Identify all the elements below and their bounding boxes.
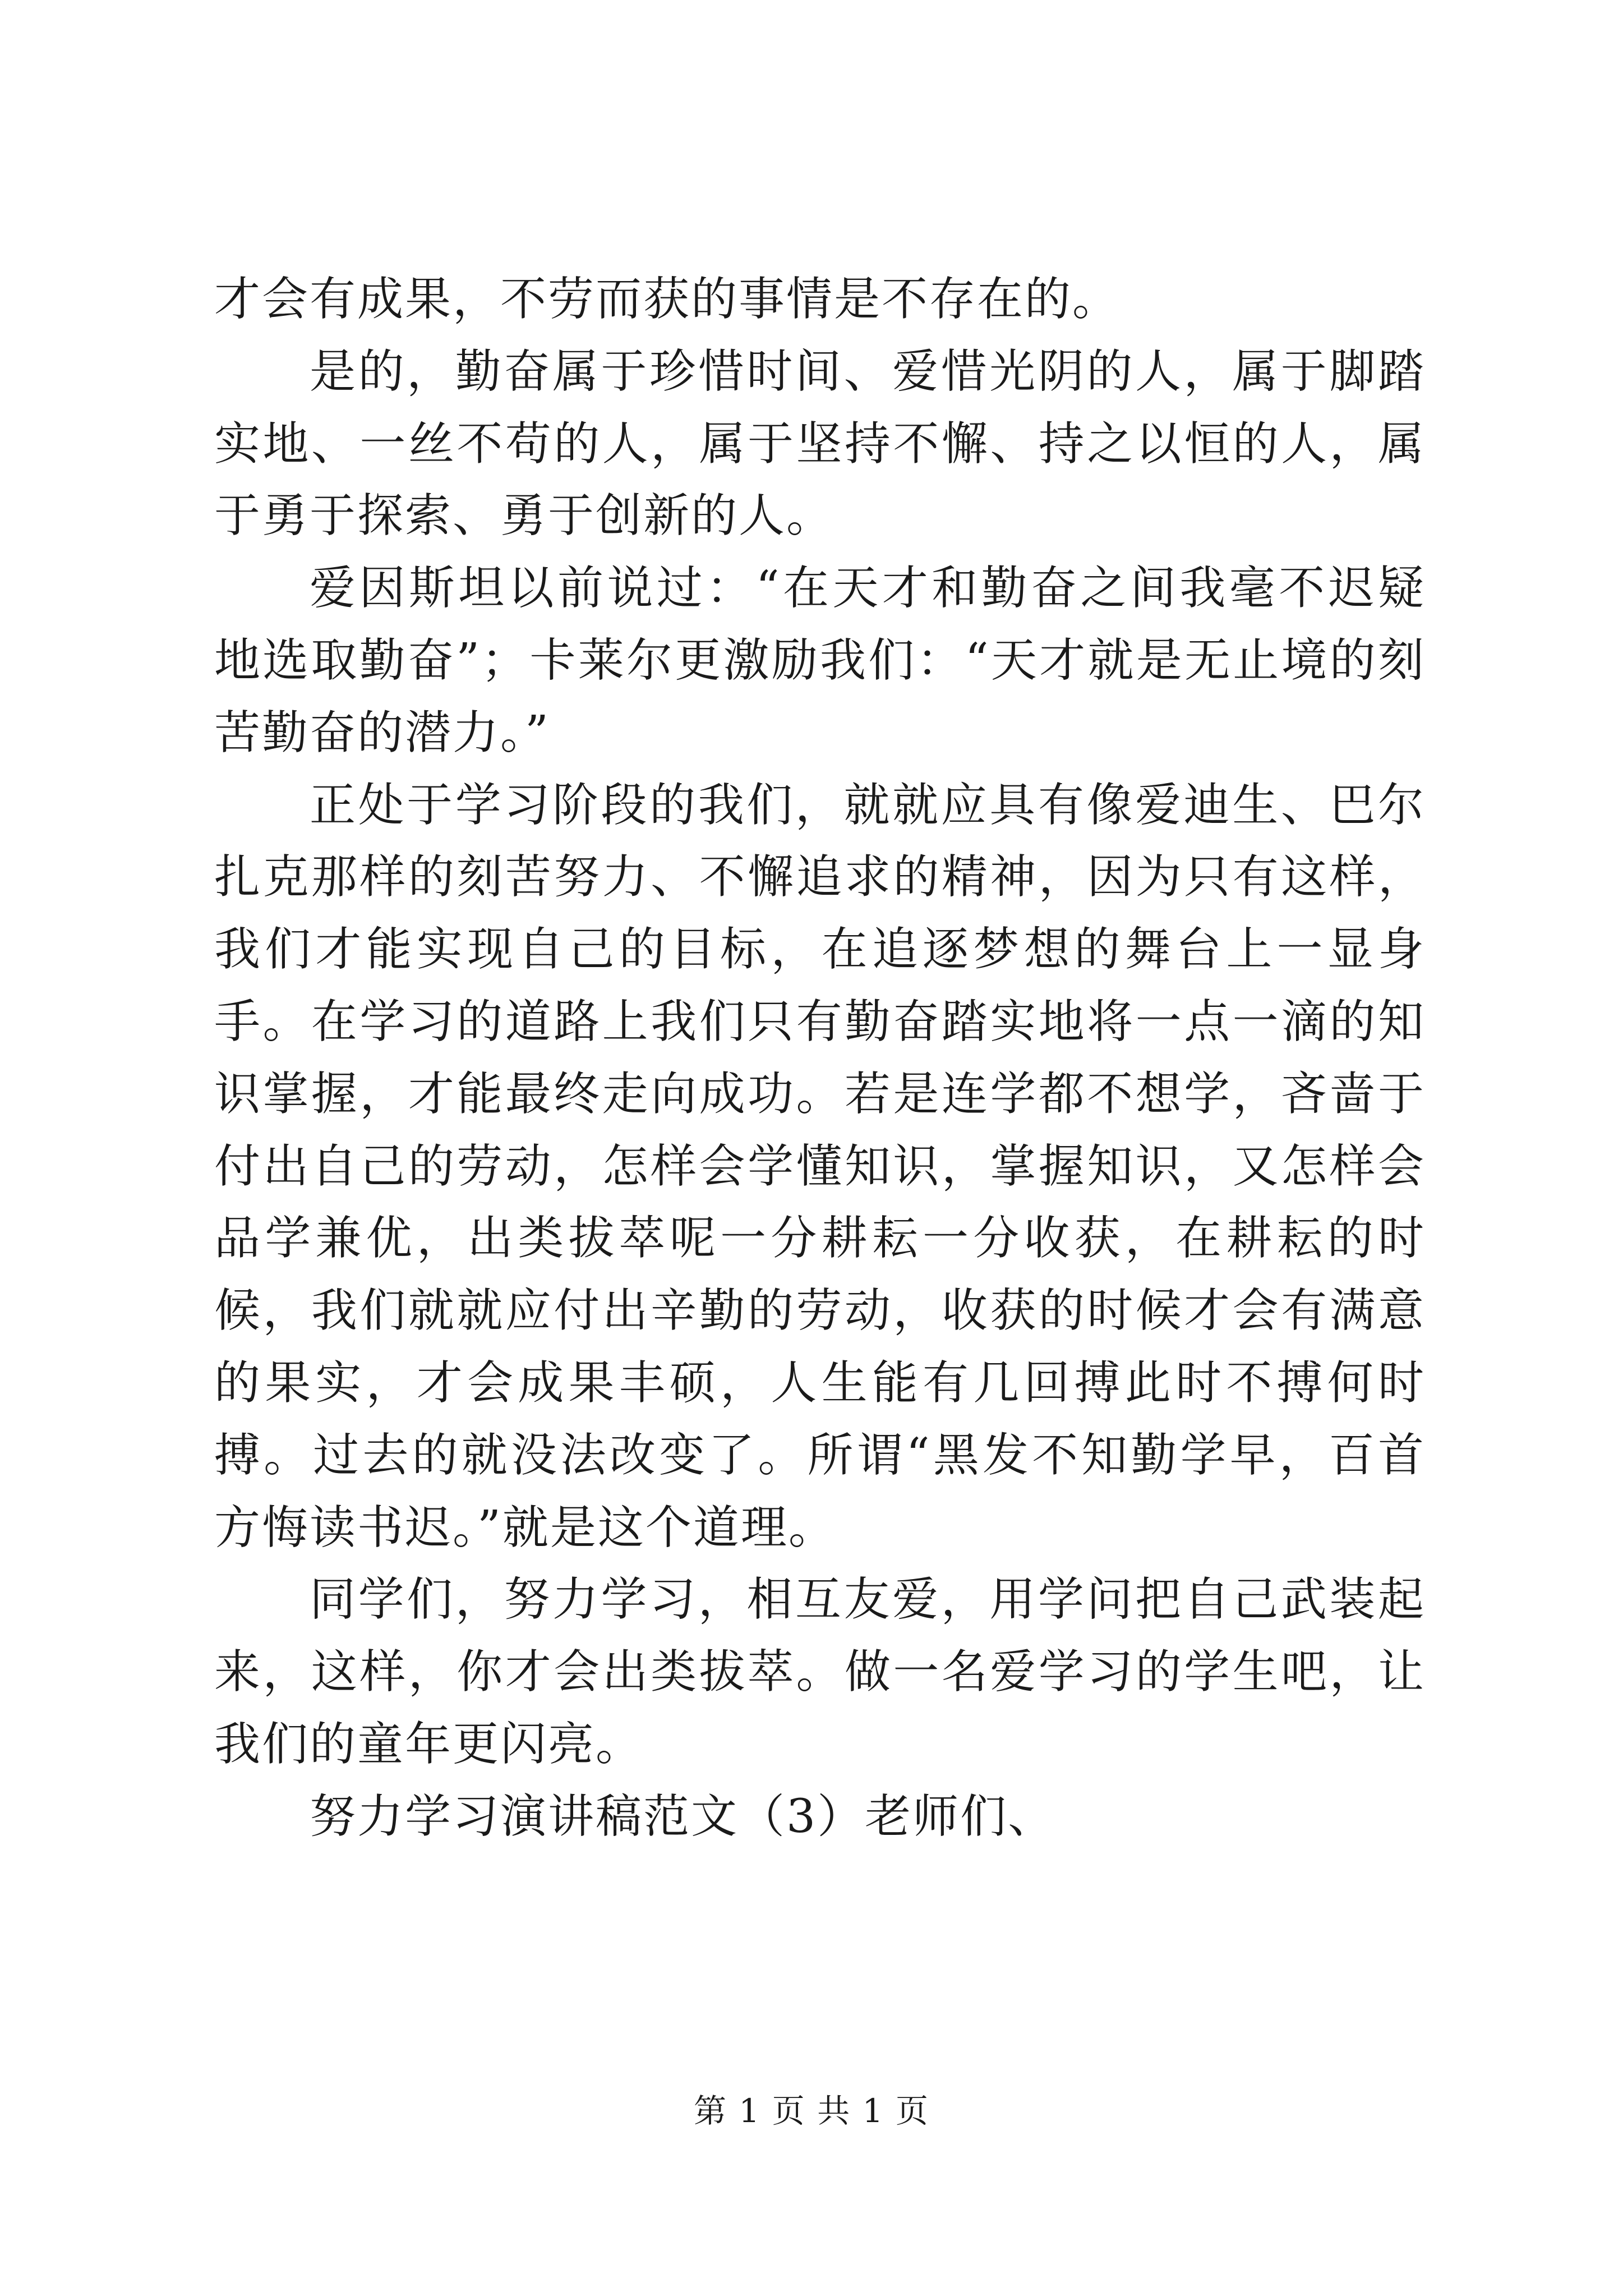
page-footer: 第 1 页 共 1 页: [694, 2092, 929, 2130]
paragraph-3: 爱因斯坦以前说过：“在天才和勤奋之间我毫不迟疑地选取勤奋”；卡莱尔更激励我们：“天才就是无止境的刻苦勤奋的潜力。”: [214, 562, 1426, 760]
paragraph-5: 同学们，努力学习，相互友爱，用学问把自己武装起来，这样，你才会出类拔萃。做一名爱学习的学生吧，让我们的童年更闪亮。: [214, 1573, 1426, 1771]
document-body: [214, 264, 1426, 1853]
paragraph-1: 才会有成果，不劳而获的事情是不存在的。: [214, 273, 1121, 326]
paragraph-6: 努力学习演讲稿范文（3）老师们、: [310, 1789, 1056, 1843]
paragraph-2: 是的，勤奋属于珍惜时间、爱惜光阴的人，属于脚踏实地、一丝不苟的人，属于坚持不懈、持之以恒的人，属于勇于探索、勇于创新的人。: [214, 344, 1426, 543]
paragraph-4: 正处于学习阶段的我们，就就应具有像爱迪生、巴尔扎克那样的刻苦努力、不懈追求的精神，因为只有这样，我们才能实现自己的目标，在追逐梦想的舞台上一显身手。在学习的道路上我们只有勤奋踏实地将一点一滴的知识掌握，才能最终走向成功。若是连学都不想学，吝啬于付出自己的劳动，怎样会学懂知识，掌握知识，又怎样会品学兼优，出类拔萃呢一分耕耘一分收获，在耕耘的时候，我们就就应付出辛勤的劳动，收获的时候才会有满意的果实，才会成果丰硕，人生能有几回搏此时不搏何时搏。过去的就没法改变了。所谓“黑发不知勤学早，百首方悔读书迟。”就是这个道理。: [214, 778, 1426, 1554]
